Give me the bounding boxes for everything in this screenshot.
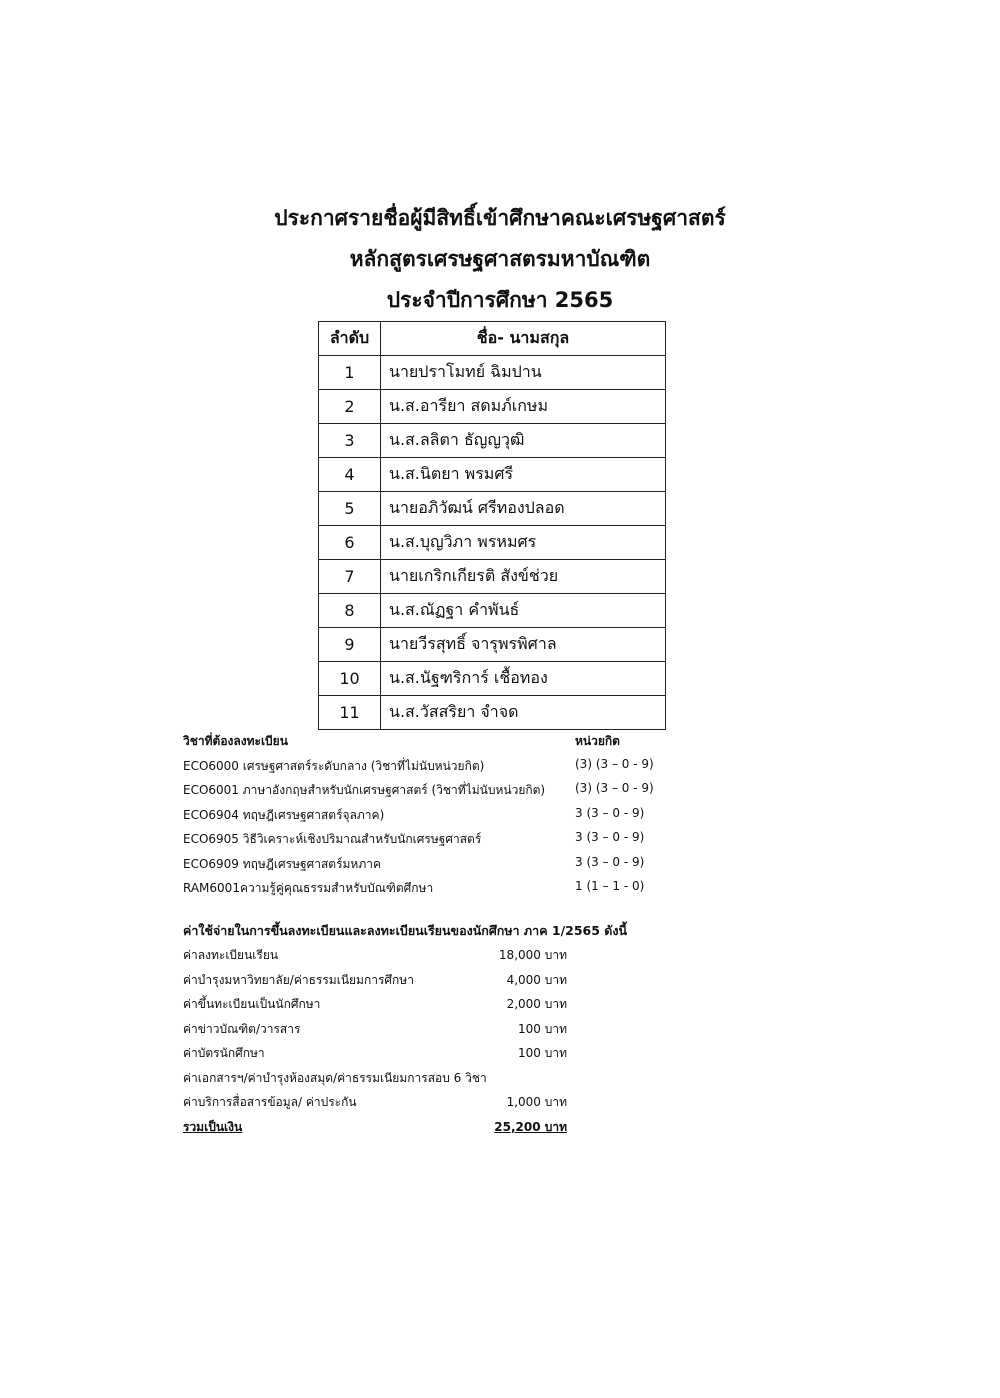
course-item [183, 777, 663, 802]
course-item [183, 875, 663, 900]
table-row [319, 492, 666, 526]
fee-label: ค่าบริการสื่อสารข้อมูล/ ค่าประกัน [183, 1095, 357, 1109]
fee-label: ค่าบำรุงมหาวิทยาลัย/ค่าธรรมเนียมการศึกษา [183, 972, 414, 987]
row-number: 5 [319, 492, 381, 526]
row-number: 4 [319, 458, 381, 492]
row-number: 7 [319, 560, 381, 594]
title-line-3: ประจำปีการศึกษา 2565 [386, 288, 614, 312]
student-name: น.ส.อารียา สดมภ์เกษม [381, 390, 666, 424]
table-row [319, 696, 666, 730]
title-line-1: ประกาศรายชื่อผู้มีสิทธิ์เข้าศึกษาคณะเศรษฐศาสตร์ [274, 206, 726, 230]
course-label: ECO6000 เศรษฐศาสตร์ระดับกลาง (วิชาที่ไม่นับหน่วยกิต) [183, 758, 485, 773]
fee-item [183, 1039, 623, 1064]
required-courses-section [183, 728, 663, 900]
table-row [319, 662, 666, 696]
fee-amount: 18,000 บาท [498, 948, 567, 962]
course-item [183, 826, 663, 851]
course-credit: 3 (3 – 0 - 9) [575, 805, 645, 820]
row-number: 10 [319, 662, 381, 696]
row-number: 6 [319, 526, 381, 560]
credits-heading: หน่วยกิต [575, 734, 620, 748]
fee-total-label: รวมเป็นเงิน [183, 1119, 243, 1134]
table-row [319, 560, 666, 594]
fee-item [183, 1064, 623, 1089]
header-order: ลำดับ [319, 322, 381, 356]
course-label: RAM6001ความรู้คู่คุณธรรมสำหรับบัณฑิตศึกษา [183, 881, 434, 895]
course-label: ECO6909 ทฤษฎีเศรษฐศาสตร์มหภาค [183, 856, 382, 871]
student-name: น.ส.นิตยา พรมศรี [381, 458, 666, 492]
student-name: นายวีรสุทธิ์ จารุพรพิศาล [381, 628, 666, 662]
fee-amount: 100 บาท [518, 1021, 567, 1036]
student-name: นายเกริกเกียรติ สังข์ช่วย [381, 560, 666, 594]
fee-amount: 2,000 บาท [506, 997, 567, 1011]
fee-label: ค่าลงทะเบียนเรียน [183, 948, 279, 962]
admitted-students-table [318, 321, 666, 730]
table-row [319, 594, 666, 628]
course-label: ECO6904 ทฤษฎีเศรษฐศาสตร์จุลภาค) [183, 807, 385, 822]
course-credit: (3) (3 – 0 - 9) [575, 781, 654, 795]
student-name: นายปราโมทย์ ฉิมปาน [381, 356, 666, 390]
fee-amount: 100 บาท [518, 1046, 567, 1060]
title-line-2: หลักสูตรเศรษฐศาสตรมหาบัณฑิต [349, 247, 651, 271]
courses-heading: วิชาที่ต้องลงทะเบียน [183, 734, 288, 748]
fee-total [183, 1113, 623, 1138]
table-row [319, 390, 666, 424]
course-label: ECO6905 วิธีวิเคราะห์เชิงปริมาณสำหรับนักเศรษฐศาสตร์ [183, 832, 482, 846]
table-row [319, 628, 666, 662]
fee-label: ค่าขึ้นทะเบียนเป็นนักศึกษา [183, 997, 321, 1011]
student-name: นายอภิวัฒน์ ศรีทองปลอด [381, 492, 666, 526]
student-name: น.ส.บุญวิภา พรหมศร [381, 526, 666, 560]
fee-amount: 4,000 บาท [506, 972, 567, 987]
row-number: 3 [319, 424, 381, 458]
fee-item [183, 990, 623, 1015]
table-row [319, 356, 666, 390]
table-header-row [319, 322, 666, 356]
fee-label: ค่าข่าวบัณฑิต/วารสาร [183, 1021, 301, 1036]
student-name: น.ส.ลลิตา ธัญญวุฒิ [381, 424, 666, 458]
fee-label: ค่าเอกสารฯ/ค่าบำรุงห้องสมุด/ค่าธรรมเนียมการสอบ 6 วิชา [183, 1070, 487, 1085]
fee-label: ค่าบัตรนักศึกษา [183, 1046, 265, 1060]
row-number: 2 [319, 390, 381, 424]
course-item [183, 851, 663, 876]
course-item [183, 753, 663, 778]
course-credit: (3) (3 – 0 - 9) [575, 756, 654, 771]
student-name: น.ส.นัฐฑริการ์ เชื้อทอง [381, 662, 666, 696]
course-credit: 3 (3 – 0 - 9) [575, 854, 645, 869]
fee-item [183, 966, 623, 991]
table-row [319, 424, 666, 458]
table-row [319, 458, 666, 492]
course-credit: 3 (3 – 0 - 9) [575, 830, 645, 844]
fee-amount: 1,000 บาท [506, 1095, 567, 1109]
courses-header [183, 728, 663, 753]
announcement-title [0, 198, 1000, 321]
header-fullname: ชื่อ- นามสกุล [381, 322, 666, 356]
fee-total-amount: 25,200 บาท [494, 1119, 567, 1134]
course-item [183, 802, 663, 827]
student-name: น.ส.ณัฏฐา คำพันธ์ [381, 594, 666, 628]
row-number: 8 [319, 594, 381, 628]
fees-heading: ค่าใช้จ่ายในการขึ้นลงทะเบียนและลงทะเบียนเรียนของนักศึกษา ภาค 1/2565 ดังนี้ [183, 923, 628, 938]
student-name: น.ส.วัสสริยา จำจด [381, 696, 666, 730]
row-number: 9 [319, 628, 381, 662]
row-number: 1 [319, 356, 381, 390]
course-label: ECO6001 ภาษาอังกฤษสำหรับนักเศรษฐศาสตร์ (วิชาที่ไม่นับหน่วยกิต) [183, 783, 546, 797]
course-credit: 1 (1 – 1 - 0) [575, 879, 645, 893]
fee-item [183, 1088, 623, 1113]
fees-section [183, 917, 628, 1137]
fee-item [183, 941, 623, 966]
row-number: 11 [319, 696, 381, 730]
fee-item [183, 1015, 623, 1040]
table-row [319, 526, 666, 560]
